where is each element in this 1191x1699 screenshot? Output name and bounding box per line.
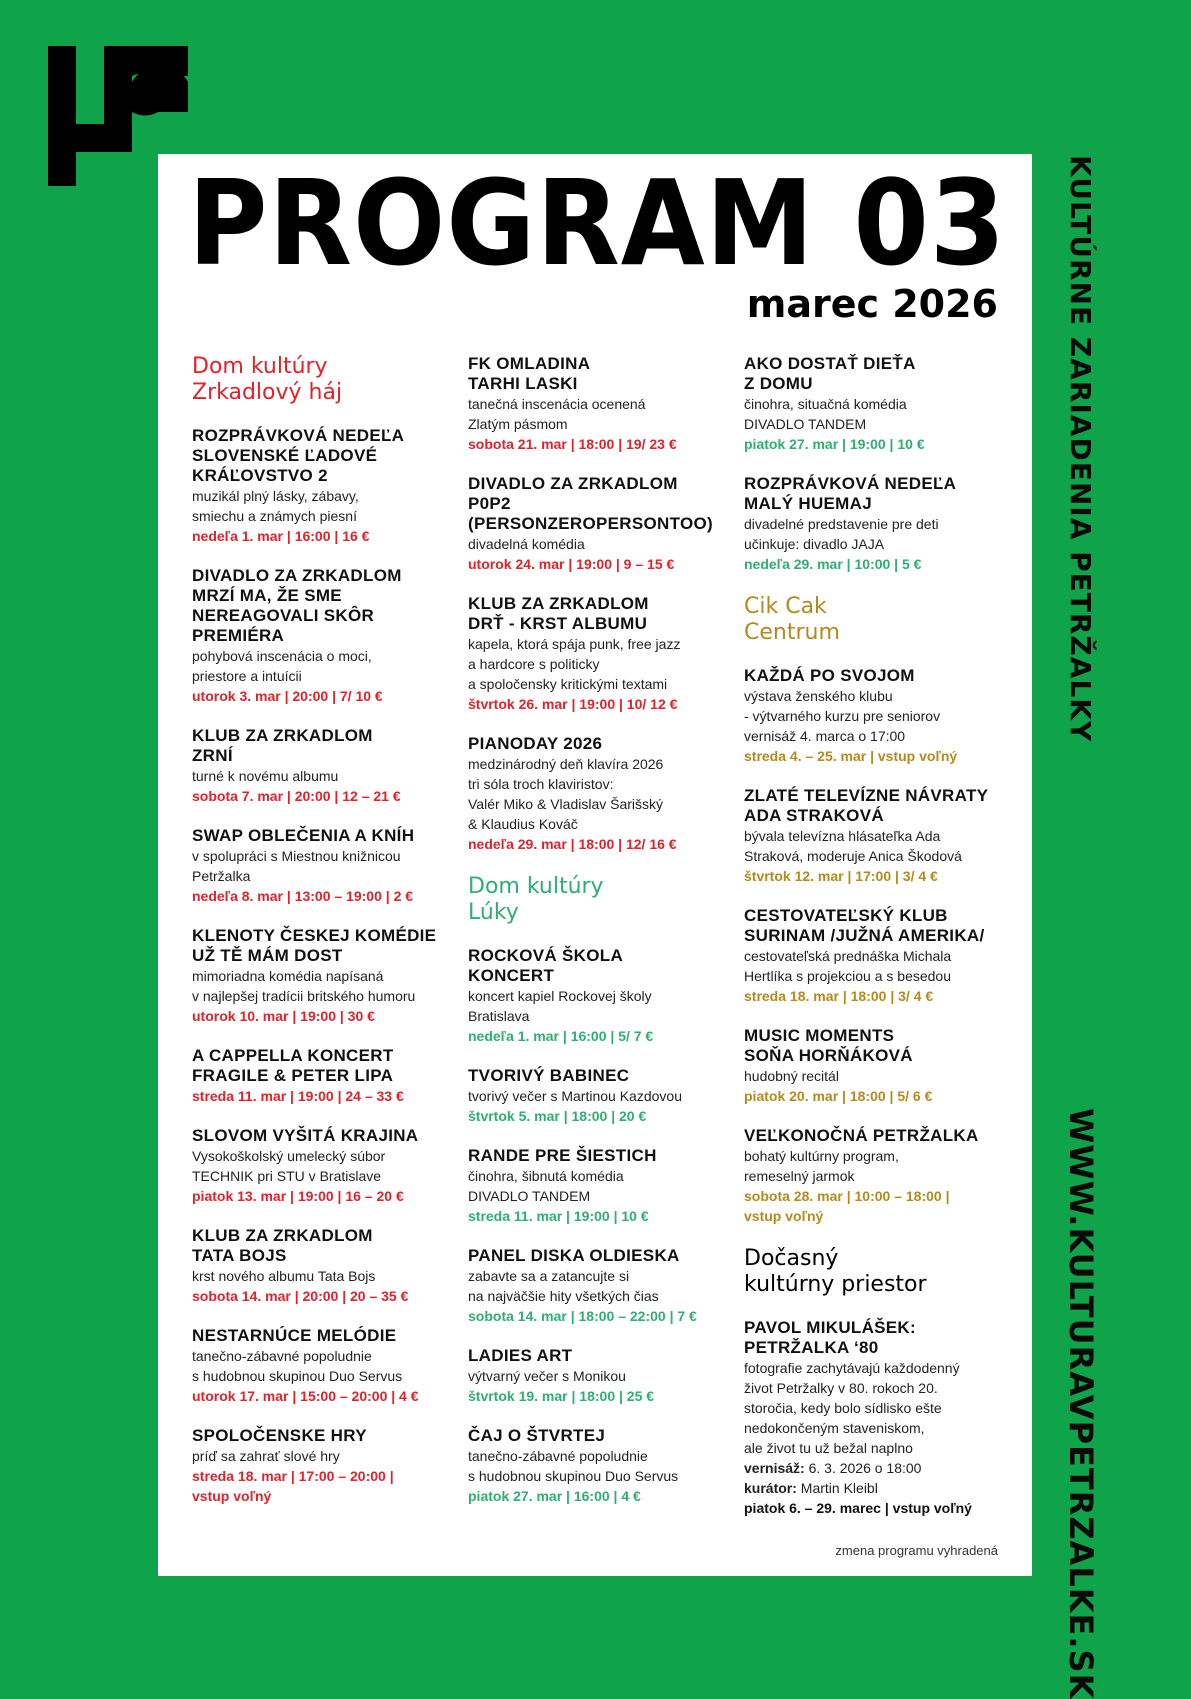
- event-date-price: štvrtok 26. mar | 19:00 | 10/ 12 €: [468, 696, 678, 712]
- event-description: bohatý kultúrny program, remeselný jarmok: [744, 1148, 899, 1184]
- event-date-price: streda 18. mar | 18:00 | 3/ 4 €: [744, 988, 934, 1004]
- event-title: AKO DOSTAŤ DIEŤA Z DOMU: [744, 354, 916, 393]
- event-title: ROCKOVÁ ŠKOLA KONCERT: [468, 946, 624, 985]
- event-title: DIVADLO ZA ZRKADLOM MRZÍ MA, ŽE SME NEREAGOVALI SKÔR PREMIÉRA: [192, 566, 402, 645]
- event-description: zabavte sa a zatancujte si na najväčšie hity všetkých čias: [468, 1268, 659, 1304]
- event-description: tvorivý večer s Martinou Kazdovou: [468, 1088, 682, 1104]
- event-description: mimoriadna komédia napísaná v najlepšej tradícii britského humoru: [192, 968, 416, 1004]
- event-title: DIVADLO ZA ZRKADLOM P0P2 (PERSONZEROPERSONTOO): [468, 474, 713, 533]
- event-item: [192, 1126, 462, 1206]
- venue-heading: Dom kultúry Zrkadlový háj: [192, 354, 343, 405]
- event-item: [744, 666, 1006, 766]
- event-date-price: piatok 13. mar | 19:00 | 16 – 20 €: [192, 1188, 404, 1204]
- event-vernisage: [744, 1458, 1006, 1478]
- event-description: príď sa zahrať slové hry: [192, 1448, 340, 1464]
- event-description: muzikál plný lásky, zábavy, smiechu a známych piesní: [192, 488, 359, 524]
- event-description: pohybová inscenácia o moci, priestore a intuícii: [192, 648, 372, 684]
- event-date-price: streda 4. – 25. mar | vstup voľný: [744, 748, 958, 764]
- event-title: SWAP OBLEČENIA A KNÍH: [192, 826, 415, 845]
- event-title: ZLATÉ TELEVÍZNE NÁVRATY ADA STRAKOVÁ: [744, 786, 989, 825]
- venue-heading: Dočasný kultúrny priestor: [744, 1246, 927, 1297]
- event-date-price: piatok 20. mar | 18:00 | 5/ 6 €: [744, 1088, 933, 1104]
- event-title: A CAPPELLA KONCERT FRAGILE & PETER LIPA: [192, 1046, 394, 1085]
- event-item: [468, 1066, 738, 1126]
- event-date-price: utorok 24. mar | 19:00 | 9 – 15 €: [468, 556, 675, 572]
- event-item: [468, 1146, 738, 1226]
- event-item: [468, 1346, 738, 1406]
- event-item: [468, 1246, 738, 1326]
- event-date-price: streda 11. mar | 19:00 | 10 €: [468, 1208, 649, 1224]
- event-description: v spolupráci s Miestnou knižnicou Petržalka: [192, 848, 401, 884]
- event-title: ROZPRÁVKOVÁ NEDEĽA SLOVENSKÉ ĽADOVÉ KRÁĽOVSTVO 2: [192, 426, 405, 485]
- event-date-price: nedeľa 1. mar | 16:00 | 16 €: [192, 528, 370, 544]
- month-year: marec 2026: [746, 282, 998, 326]
- venue-heading: Cik Cak Centrum: [744, 594, 840, 645]
- event-date-price: sobota 7. mar | 20:00 | 12 – 21 €: [192, 788, 401, 804]
- event-date-price: piatok 27. mar | 19:00 | 10 €: [744, 436, 925, 452]
- event-item: [744, 1126, 1006, 1226]
- event-item: [192, 1426, 462, 1506]
- event-title: PAVOL MIKULÁŠEK: PETRŽALKA ‘80: [744, 1318, 916, 1357]
- event-item: [192, 826, 462, 906]
- event-date-price: sobota 14. mar | 20:00 | 20 – 35 €: [192, 1288, 409, 1304]
- event-title: RANDE PRE ŠIESTICH: [468, 1146, 657, 1165]
- event-description: divadelné predstavenie pre deti učinkuje: divadlo JAJA: [744, 516, 939, 552]
- event-description: výstava ženského klubu - výtvarného kurzu pre seniorov vernisáž 4. marca o 17:00: [744, 688, 941, 744]
- event-date-price: utorok 17. mar | 15:00 – 20:00 | 4 €: [192, 1388, 419, 1404]
- curator-value: Martin Kleibl: [796, 1480, 878, 1496]
- event-item: [192, 1326, 462, 1406]
- event-date-price: sobota 14. mar | 18:00 – 22:00 | 7 €: [468, 1308, 697, 1324]
- event-date-price: nedeľa 1. mar | 16:00 | 5/ 7 €: [468, 1028, 654, 1044]
- event-title: KLENOTY ČESKEJ KOMÉDIE UŽ TĚ MÁM DOST: [192, 926, 437, 965]
- event-description: cestovateľská prednáška Michala Hertlíka s projekciou a s besedou: [744, 948, 952, 984]
- event-item: [744, 354, 1006, 454]
- event-date-price: nedeľa 8. mar | 13:00 – 19:00 | 2 €: [192, 888, 414, 904]
- event-description: bývala televízna hlásateľka Ada Straková, moderuje Anica Škodová: [744, 828, 962, 864]
- event-date-price: sobota 21. mar | 18:00 | 19/ 23 €: [468, 436, 677, 452]
- event-title: TVORIVÝ BABINEC: [468, 1066, 630, 1085]
- event-title: KLUB ZA ZRKADLOM DRŤ - KRST ALBUMU: [468, 594, 649, 633]
- event-description: kapela, ktorá spája punk, free jazz a hardcore s politicky a spoločensky kritickými textami: [468, 636, 681, 692]
- event-title: PANEL DISKA OLDIESKA: [468, 1246, 680, 1265]
- event-item: [192, 1046, 462, 1106]
- curator-label: kurátor:: [744, 1480, 797, 1496]
- event-title: KLUB ZA ZRKADLOM ZRNÍ: [192, 726, 373, 765]
- event-date-price: piatok 27. mar | 16:00 | 4 €: [468, 1488, 641, 1504]
- event-item: [192, 726, 462, 806]
- event-item: [192, 566, 462, 706]
- event-description: krst nového albumu Tata Bojs: [192, 1268, 376, 1284]
- event-date-price: streda 18. mar | 17:00 – 20:00 | vstup voľný: [192, 1468, 394, 1504]
- page-title: PROGRAM 03: [188, 154, 1007, 292]
- event-item: [744, 1026, 1006, 1106]
- event-description: tanečno-zábavné popoludnie s hudobnou skupinou Duo Servus: [468, 1448, 679, 1484]
- event-title: LADIES ART: [468, 1346, 573, 1365]
- event-item: [468, 354, 738, 454]
- event-title: KLUB ZA ZRKADLOM TATA BOJS: [192, 1226, 373, 1265]
- vernisage-value: 6. 3. 2026 o 18:00: [804, 1460, 922, 1476]
- event-title: ČAJ O ŠTVRTEJ: [468, 1426, 606, 1445]
- event-description: výtvarný večer s Monikou: [468, 1368, 626, 1384]
- event-curator: [744, 1478, 1006, 1498]
- column-1: [192, 354, 462, 1526]
- event-item: [744, 906, 1006, 1006]
- event-title: SLOVOM VYŠITÁ KRAJINA: [192, 1126, 419, 1145]
- column-3: [744, 354, 1006, 1538]
- event-item: [744, 474, 1006, 574]
- event-title: KAŽDÁ PO SVOJOM: [744, 666, 915, 685]
- event-title: PIANODAY 2026: [468, 734, 603, 753]
- venue-heading: Dom kultúry Lúky: [468, 874, 604, 925]
- event-title: SPOLOČENSKE HRY: [192, 1426, 367, 1445]
- event-date-price: nedeľa 29. mar | 10:00 | 5 €: [744, 556, 922, 572]
- event-date-price: štvrtok 19. mar | 18:00 | 25 €: [468, 1388, 655, 1404]
- event-date-price: streda 11. mar | 19:00 | 24 – 33 €: [192, 1088, 404, 1104]
- event-date-price: sobota 28. mar | 10:00 – 18:00 | vstup voľný: [744, 1188, 950, 1224]
- event-description: tanečná inscenácia ocenená Zlatým pásmom: [468, 396, 646, 432]
- website-url[interactable]: WWW.KULTURAVPETRZALKE.SK: [1062, 1108, 1100, 1699]
- event-title: NESTARNÚCE MELÓDIE: [192, 1326, 397, 1345]
- event-description: hudobný recitál: [744, 1068, 839, 1084]
- event-item: [192, 1226, 462, 1306]
- event-date-price: štvrtok 5. mar | 18:00 | 20 €: [468, 1108, 647, 1124]
- event-item: [468, 946, 738, 1046]
- event-date-price: utorok 10. mar | 19:00 | 30 €: [192, 1008, 375, 1024]
- event-item: [192, 926, 462, 1026]
- event-item: [192, 426, 462, 546]
- event-item: [744, 1318, 1006, 1518]
- event-description: divadelná komédia: [468, 536, 585, 552]
- event-title: FK OMLADINA TARHI LASKI: [468, 354, 591, 393]
- event-description: fotografie zachytávajú každodenný život Petržalky v 80. rokoch 20. storočia, kedy bolo sídlisko ešte nedokončeným staveniskom, ale život tu už bežal naplno: [744, 1360, 960, 1456]
- event-description: Vysokoškolský umelecký súbor TECHNIK pri STU v Bratislave: [192, 1148, 386, 1184]
- event-date-price: piatok 6. – 29. marec | vstup voľný: [744, 1500, 972, 1516]
- event-description: činohra, situačná komédia DIVADLO TANDEM: [744, 396, 907, 432]
- event-date-price: štvrtok 12. mar | 17:00 | 3/ 4 €: [744, 868, 938, 884]
- column-2: [468, 354, 738, 1526]
- event-title: CESTOVATEĽSKÝ KLUB SURINAM /JUŽNÁ AMERIKA/: [744, 906, 985, 945]
- organization-name: KULTÚRNE ZARIADENIA PETRŽALKY: [1064, 155, 1097, 743]
- event-description: medzinárodný deň klavíra 2026 tri sóla troch klaviristov: Valér Miko & Vladislav Šarišský & Klaudius Kováč: [468, 756, 664, 832]
- event-title: ROZPRÁVKOVÁ NEDEĽA MALÝ HUEMAJ: [744, 474, 957, 513]
- event-item: [468, 594, 738, 714]
- event-description: koncert kapiel Rockovej školy Bratislava: [468, 988, 652, 1024]
- event-item: [744, 786, 1006, 886]
- program-sheet: [158, 154, 1032, 1576]
- footer-note: zmena programu vyhradená: [835, 1543, 998, 1558]
- event-description: turné k novému albumu: [192, 768, 339, 784]
- event-title: VEĽKONOČNÁ PETRŽALKA: [744, 1126, 979, 1145]
- event-item: [468, 474, 738, 574]
- event-item: [468, 734, 738, 854]
- event-description: tanečno-zábavné popoludnie s hudobnou skupinou Duo Servus: [192, 1348, 403, 1384]
- event-description: činohra, šibnutá komédia DIVADLO TANDEM: [468, 1168, 624, 1204]
- event-item: [468, 1426, 738, 1506]
- event-date-price: nedeľa 29. mar | 18:00 | 12/ 16 €: [468, 836, 677, 852]
- vernisage-label: vernisáž:: [744, 1460, 805, 1476]
- event-date-price: utorok 3. mar | 20:00 | 7/ 10 €: [192, 688, 383, 704]
- event-title: MUSIC MOMENTS SOŇA HORŇÁKOVÁ: [744, 1026, 913, 1065]
